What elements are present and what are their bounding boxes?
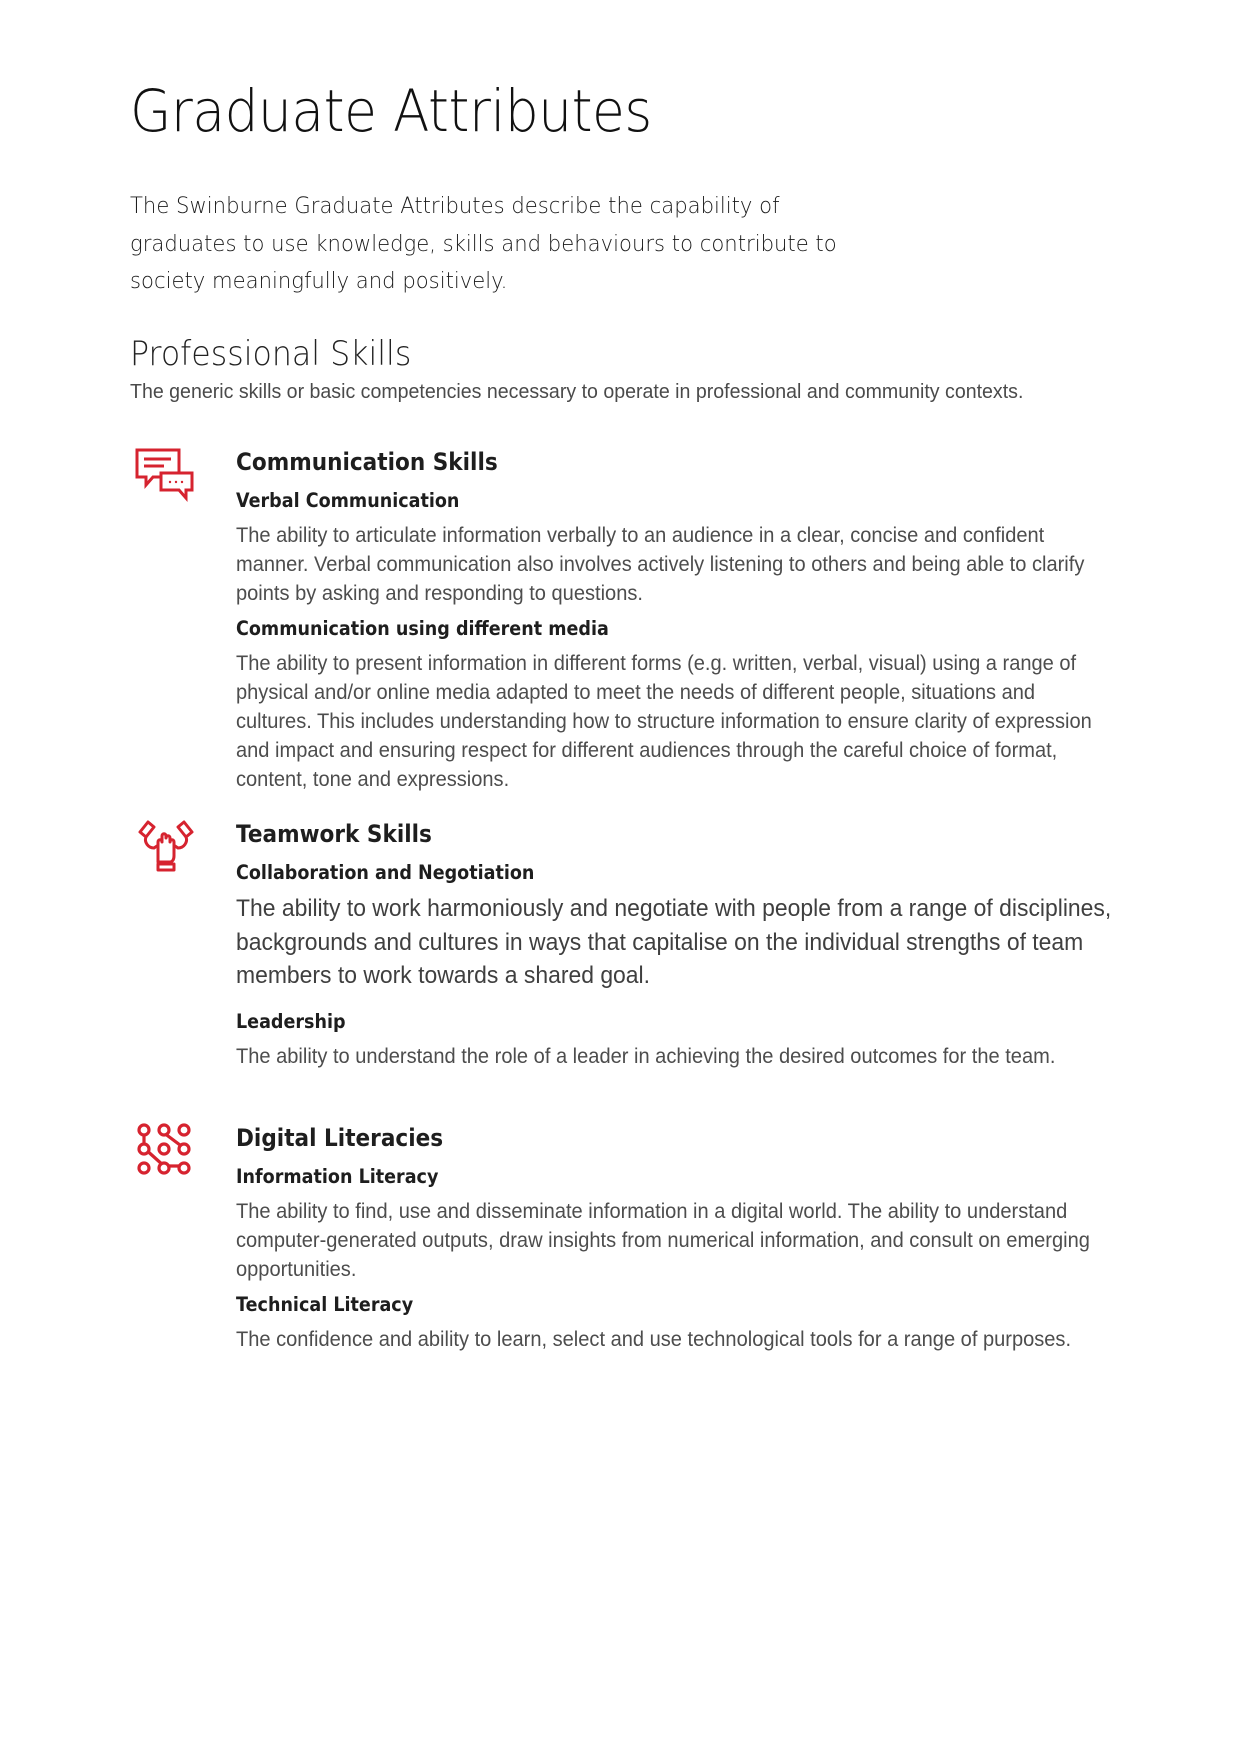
stacked-hands-icon — [134, 818, 198, 874]
speech-bubbles-icon — [134, 447, 198, 503]
skill-title: Teamwork Skills — [236, 820, 432, 848]
subskill-description: The ability to work harmoniously and negotiate with people from a range of disciplines, backgrounds and cultures in ways that capitalise on the individual strengths of team members to work towards a shared goal. — [236, 895, 1112, 989]
section-description: The generic skills or basic competencies necessary to operate in professional and community contexts. — [130, 380, 1024, 403]
subskill-description: The confidence and ability to learn, select and use technological tools for a range of purposes. — [236, 1328, 1072, 1351]
subskill-title: Information Literacy — [236, 1165, 439, 1188]
subskill-description: The ability to understand the role of a leader in achieving the desired outcomes for the team. — [236, 1044, 1056, 1068]
intro-paragraph: The Swinburne Graduate Attributes describe the capability of graduates to use knowledge, skills and behaviours to contribute to society meaningfully and positively. — [130, 193, 837, 294]
skill-digital-literacies — [236, 1122, 1106, 1354]
skill-title: Digital Literacies — [236, 1124, 444, 1152]
skill-teamwork — [236, 818, 1112, 1071]
skill-communication — [236, 446, 1106, 794]
subskill-title: Collaboration and Negotiation — [236, 861, 535, 884]
subskill-description: The ability to present information in different forms (e.g. written, verbal, visual) using a range of physical and/or online media adapted to meet the needs of different people, situations and cultures. This includes understanding how to structure information to ensure clarity of expression and impact and ensuring respect for different audiences through the careful choice of format, content, tone and expressions. — [236, 652, 1092, 791]
subskill-description: The ability to find, use and disseminate information in a digital world. The ability to understand computer-generated outputs, draw insights from numerical information, and consult on emerging opportunities. — [236, 1200, 1090, 1281]
subskill-title: Leadership — [236, 1009, 346, 1033]
subskill-description: The ability to articulate information verbally to an audience in a clear, concise and confident manner. Verbal communication also involves actively listening to others and being able to clarify points by asking and responding to questions. — [236, 524, 1085, 605]
connected-nodes-icon — [134, 1122, 198, 1178]
subskill-title: Verbal Communication — [236, 489, 460, 512]
page-title: Graduate Attributes — [130, 77, 652, 145]
subskill-title: Communication using different media — [236, 617, 609, 640]
section-title: Professional Skills — [130, 334, 412, 374]
subskill-title: Technical Literacy — [236, 1293, 414, 1316]
skill-title: Communication Skills — [236, 448, 498, 476]
